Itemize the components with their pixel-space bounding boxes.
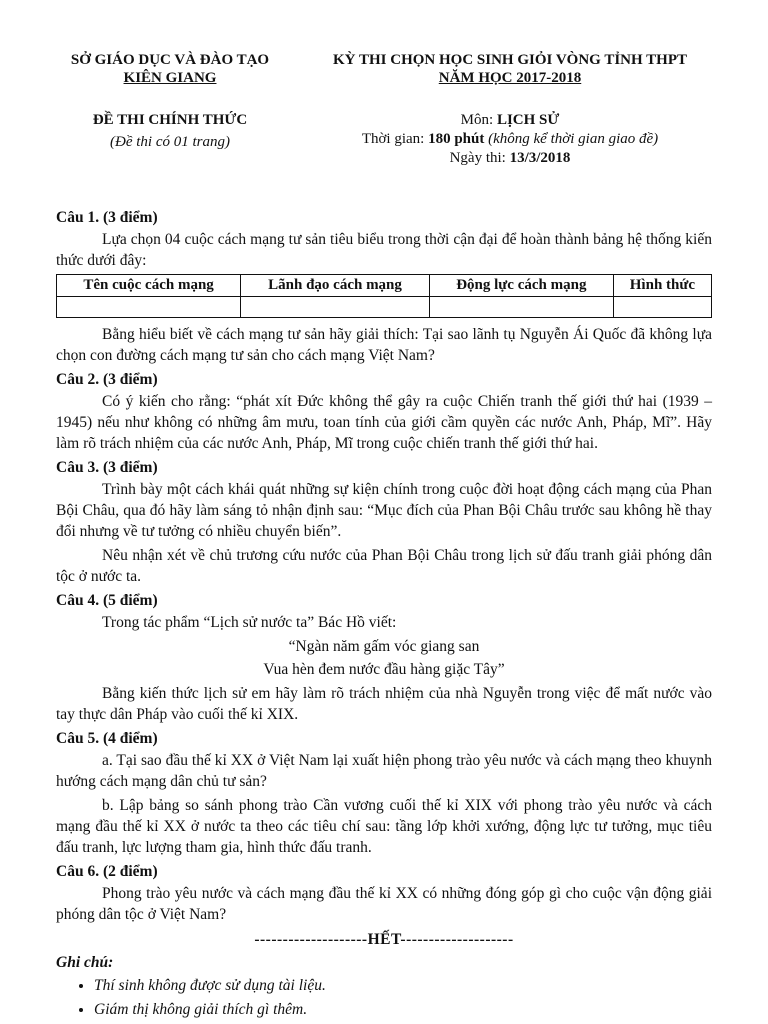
school-year: NĂM HỌC 2017-2018 [438,70,582,86]
table-header-cell: Hình thức [613,275,711,297]
end-mark: --------------------HẾT-------------------- [254,931,514,948]
question-2-title: Câu 2. (3 điểm) [56,371,158,388]
subject-line: Môn: LỊCH SỬ [460,112,560,128]
question-4-text: Trong tác phẩm “Lịch sử nước ta” Bác Hồ viết: [102,614,397,631]
verse-line-2: Vua hèn đem nước đầu hàng giặc Tây” [263,661,505,678]
exam-content [56,205,712,1023]
table-header-cell: Động lực cách mạng [429,275,613,297]
question-5a: a. Tại sao đầu thế kỉ XX ở Việt Nam lại xuất hiện phong trào yêu nước và cách mạng theo khuynh hướng cách mạng dân chủ tư sản? [56,752,712,790]
province-name: KIÊN GIANG [123,70,217,86]
table-row [57,297,712,318]
question-3-title: Câu 3. (3 điểm) [56,459,158,476]
table-header-cell: Lãnh đạo cách mạng [241,275,430,297]
table-cell [57,297,241,318]
question-5-title: Câu 5. (4 điểm) [56,730,158,747]
subject-name: LỊCH SỬ [496,112,560,128]
question-3-text: Trình bày một cách khái quát những sự kiện chính trong cuộc đời hoạt động cách mạng của Phan Bội Châu, qua đó hãy làm sáng tỏ nhận định sau: “Mục đích của Phan Bội Châu trước sau không hề thay đổi nhưng về tư tưởng có nhiều chuyển biến”. [56,481,712,540]
table-cell [429,297,613,318]
revolution-table [56,274,712,318]
list-item: • Thí sinh không được sử dụng tài liệu. [94,975,712,996]
question-6-title: Câu 6. (2 điểm) [56,863,158,880]
exam-title: KỲ THI CHỌN HỌC SINH GIỎI VÒNG TỈNH THPT [333,52,687,68]
question-1-title: Câu 1. (3 điểm) [56,209,158,226]
notes-title: Ghi chú: [56,954,114,971]
table-header-row [57,275,712,297]
question-2-text: Có ý kiến cho rằng: “phát xít Đức không thể gây ra cuộc Chiến tranh thế giới thứ hai (1939 – 1945) nếu như không có những âm mưu, toan tính của giới cầm quyền các nước Anh, Pháp, Mĩ”. Hãy làm rõ trách nhiệm của các nước Anh, Pháp, Mĩ trong cuộc chiến tranh thế giới thứ hai. [56,393,712,452]
question-5b: b. Lập bảng so sánh phong trào Cần vương cuối thế kỉ XIX với phong trào yêu nước và cách mạng đầu thế kỉ XX ở nước ta theo các tiêu chí sau: tầng lớp khởi xướng, động lực tư tưởng, mục tiêu đấu tranh, lực lượng tham gia, hình thức đấu tranh. [56,797,712,856]
time-line: Thời gian: 180 phút (không kể thời gian giao đề) [361,131,659,147]
question-6-text: Phong trào yêu nước và cách mạng đầu thế kỉ XX có những đóng góp gì cho cuộc vận động giải phóng dân tộc ở Việt Nam? [56,885,712,923]
table-cell [613,297,711,318]
exam-date-line: Ngày thi: 13/3/2018 [449,150,571,166]
question-1-text: Lựa chọn 04 cuộc cách mạng tư sản tiêu biểu trong thời cận đại để hoàn thành bảng hệ thống kiến thức dưới đây: [56,231,712,269]
table-header-cell: Tên cuộc cách mạng [57,275,241,297]
table-cell [241,297,430,318]
official-exam-label: ĐỀ THI CHÍNH THỨC [92,112,248,128]
verse-line-1: “Ngàn năm gấm vóc giang san [288,638,480,655]
exam-header [0,50,768,180]
notes-list [56,975,712,1020]
question-4-title: Câu 4. (5 điểm) [56,592,158,609]
question-1-explain: Bằng hiểu biết về cách mạng tư sản hãy giải thích: Tại sao lãnh tụ Nguyễn Ái Quốc đã không lựa chọn con đường cách mạng tư sản cho cách mạng Việt Nam? [56,326,712,364]
list-item: • Giám thị không giải thích gì thêm. [94,999,712,1020]
question-3-remark: Nêu nhận xét về chủ trương cứu nước của Phan Bội Châu trong lịch sử đấu tranh giải phóng dân tộc ở nước ta. [56,547,712,585]
page-count-note: (Đề thi có 01 trang) [110,134,230,150]
department-name: SỞ GIÁO DỤC VÀ ĐÀO TẠO [70,52,270,68]
question-4-task: Bằng kiến thức lịch sử em hãy làm rõ trách nhiệm của nhà Nguyễn trong việc để mất nước vào tay thực dân Pháp vào cuối thế kỉ XIX. [56,685,712,723]
